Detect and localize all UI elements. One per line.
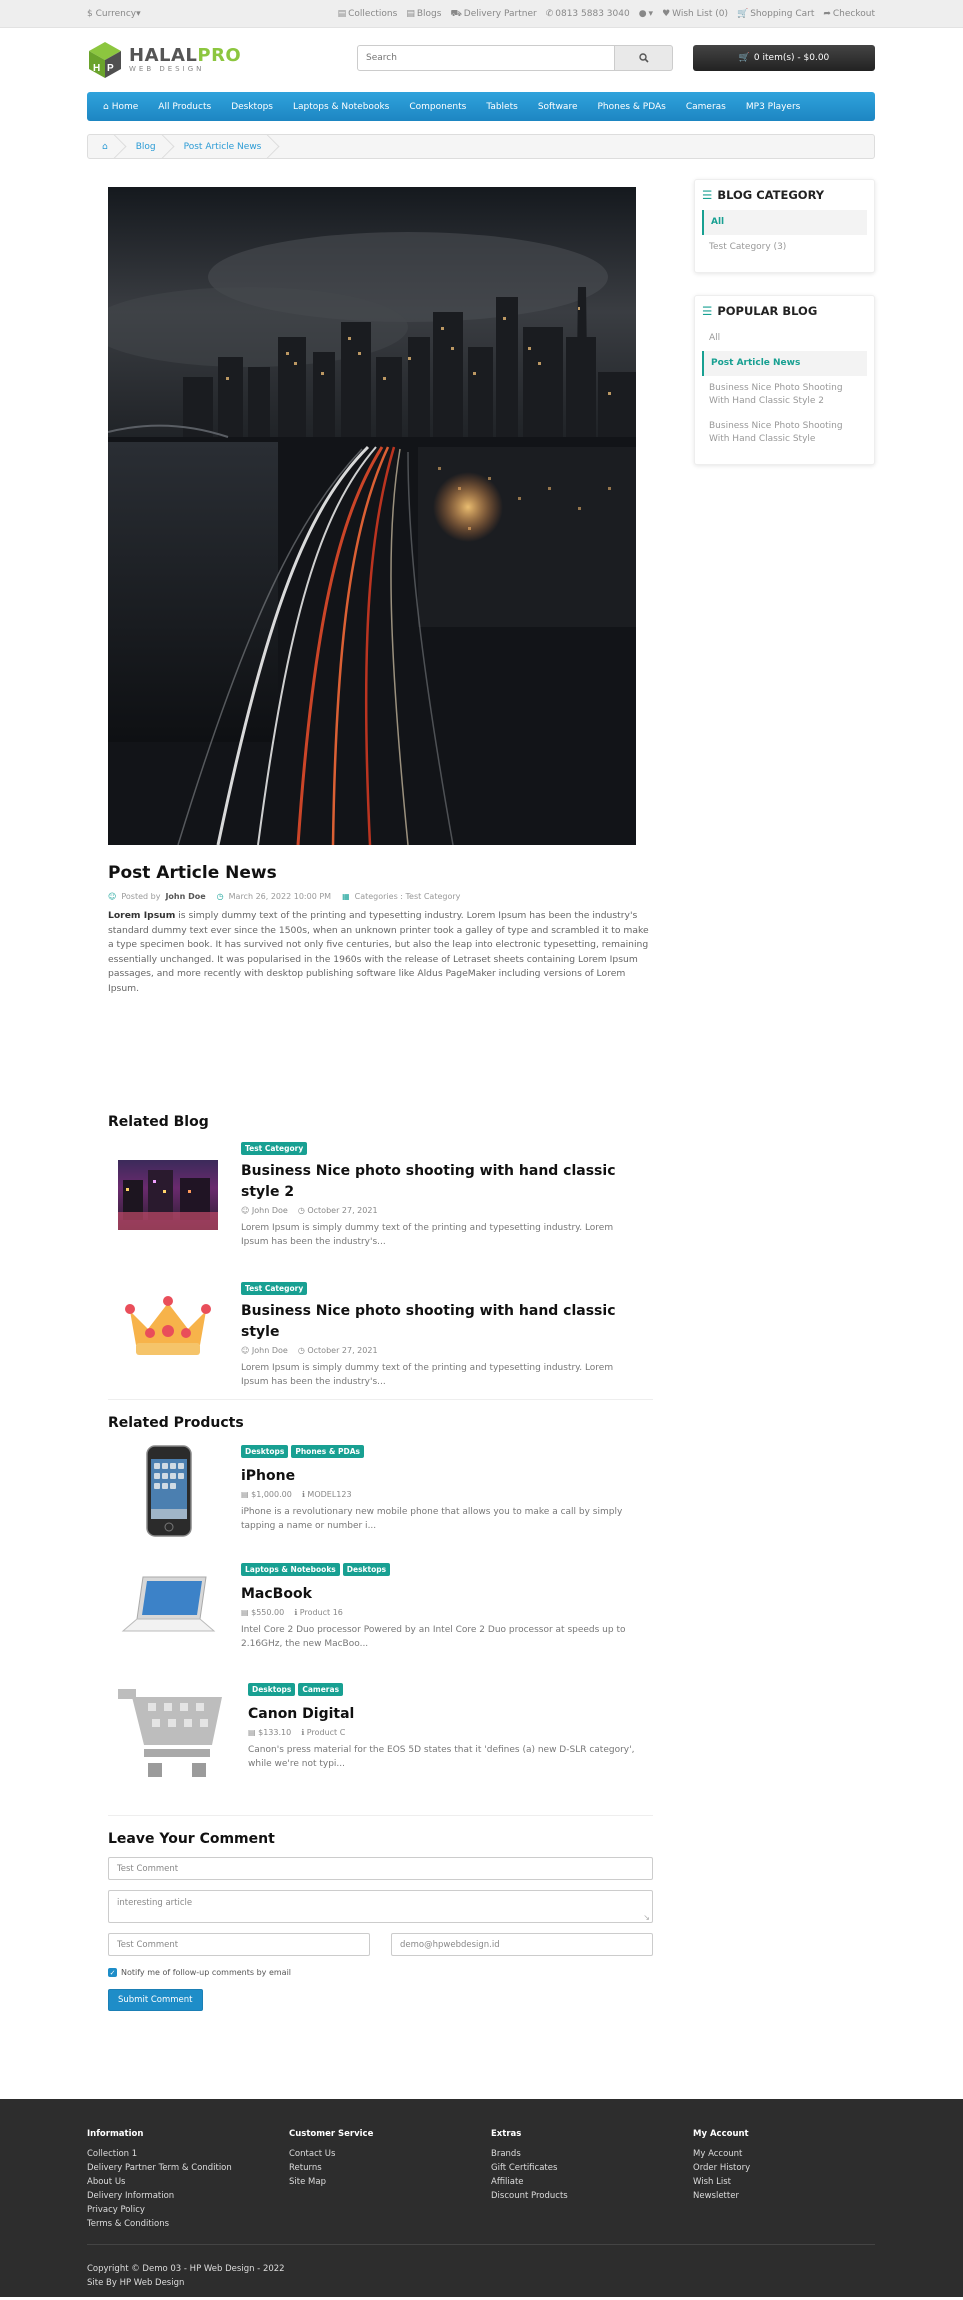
blog-category-label: BLOG CATEGORY (717, 188, 825, 202)
wishlist-label: Wish List (0) (672, 9, 728, 19)
related-blog-info (241, 1282, 641, 1389)
main-nav (87, 92, 875, 121)
divider (108, 1399, 653, 1400)
popular-blog-label: POPULAR BLOG (717, 304, 818, 318)
divider (108, 1815, 653, 1816)
nav-item-all-products[interactable] (148, 102, 221, 112)
logo[interactable] (87, 40, 357, 80)
search-button[interactable] (615, 45, 673, 71)
product-price: $133.10 (258, 1728, 292, 1737)
checkout-label: Checkout (832, 9, 875, 19)
post-meta (108, 892, 653, 901)
product-model: MODEL123 (307, 1490, 352, 1499)
footer-link[interactable]: Order History (693, 2163, 751, 2173)
product-price: $1,000.00 (251, 1490, 292, 1499)
product-model: Product 16 (299, 1608, 343, 1617)
comment-name-input[interactable] (108, 1857, 653, 1880)
share-icon: ➦ (823, 9, 831, 19)
comment-heading: Leave Your Comment (108, 1831, 275, 1847)
collections-label: Collections (348, 9, 398, 19)
cart-icon: 🛒 (736, 9, 749, 19)
cart-button[interactable] (693, 45, 875, 71)
svg-text:H: H (93, 63, 101, 74)
header (0, 28, 963, 92)
nav-label: Components (409, 101, 467, 112)
category-icon: ▦ (342, 892, 350, 901)
post-body-lead: Lorem Ipsum (108, 910, 176, 921)
clock-icon: ◷ (297, 1206, 308, 1215)
popular-item-all[interactable]: All (709, 333, 721, 343)
footer-column-title: My Account (693, 2129, 749, 2139)
nav-item-components[interactable] (399, 102, 476, 112)
delivery-partner-label: Delivery Partner (463, 9, 537, 19)
breadcrumb-home[interactable] (88, 134, 122, 159)
footer-link[interactable]: Affiliate (491, 2177, 524, 2187)
footer-link[interactable]: Newsletter (693, 2191, 739, 2201)
shopping-cart-link[interactable] (737, 9, 814, 19)
wishlist-link[interactable] (662, 9, 728, 19)
model-meta (294, 1608, 343, 1617)
nav-label: Laptops & Notebooks (293, 101, 390, 112)
popular-blog-box (694, 295, 875, 465)
category-tag[interactable]: Cameras (298, 1683, 343, 1696)
nav-label: Cameras (685, 101, 726, 112)
related-blog-thumbnail[interactable] (118, 1289, 218, 1359)
phone-icon: ✆ (545, 9, 554, 19)
related-product-item[interactable] (108, 1445, 653, 1563)
phone-link[interactable] (546, 9, 630, 19)
related-blog-item[interactable] (108, 1282, 653, 1399)
info-icon: ℹ (301, 1728, 307, 1737)
post-categories: Categories : Test Category (354, 892, 461, 901)
related-blog-info (241, 1142, 641, 1249)
resize-handle-icon[interactable]: ↘ (643, 1913, 650, 1922)
product-name[interactable]: Canon Digital (248, 1706, 355, 1722)
blog-category-box (694, 179, 875, 273)
related-product-item[interactable] (108, 1563, 653, 1683)
phone-label: 0813 5883 3040 (555, 9, 630, 19)
comment-email-value: demo@hpwebdesign.id (400, 1939, 500, 1950)
home-icon: ⌂ (103, 101, 109, 112)
nav-label: Home (111, 101, 139, 112)
product-desc: Intel Core 2 Duo processor Powered by an Intel Core 2 Duo processor at speeds up to 2.16GHz, the new MacBoo... (241, 1625, 626, 1649)
related-blog-meta (241, 1206, 641, 1215)
footer-link[interactable]: Delivery Partner Term & Condition (87, 2163, 232, 2173)
info-icon: ℹ (301, 1490, 308, 1499)
footer-link[interactable]: Brands (491, 2149, 521, 2159)
date-meta (298, 1206, 378, 1215)
product-name[interactable]: iPhone (241, 1468, 296, 1484)
breadcrumb (87, 134, 875, 159)
breadcrumb-blog[interactable] (122, 134, 170, 159)
category-item-all[interactable]: All (702, 210, 867, 235)
collections-link[interactable] (338, 9, 398, 19)
comment-text-value: interesting article (117, 1898, 193, 1908)
author-meta (241, 1346, 288, 1355)
cart-icon: 🛒 (738, 53, 750, 63)
popular-item-business[interactable]: Business Nice Photo Shooting With Hand Classic Style (709, 421, 843, 444)
product-desc: Canon's press material for the EOS 5D states that it 'defines (a) new D-SLR category', while we're not typi... (248, 1745, 635, 1769)
copyright-text: Copyright © Demo 03 - HP Web Design - 2022 (87, 2264, 285, 2274)
nav-label: All Products (158, 101, 212, 112)
footer-link[interactable]: Collection 1 (87, 2149, 138, 2159)
search-input[interactable] (357, 45, 615, 71)
nav-item-software[interactable] (528, 102, 588, 112)
notify-label: Notify me of follow-up comments by email (121, 1968, 292, 1977)
heart-icon: ♥ (662, 9, 671, 19)
money-icon: ▤ (241, 1608, 252, 1617)
checkout-link[interactable] (823, 9, 875, 19)
popular-blog-title (702, 304, 867, 318)
price-meta (241, 1490, 292, 1499)
breadcrumb-label: Blog (135, 141, 156, 152)
clock-icon: ◷ (216, 892, 224, 901)
breadcrumb-current[interactable] (170, 134, 276, 159)
category-item-test[interactable]: Test Category (3) (709, 242, 787, 252)
post-date: March 26, 2022 10:00 PM (228, 892, 332, 901)
footer-column-extras (491, 2129, 681, 2203)
model-meta (301, 1728, 345, 1737)
main-content (87, 159, 875, 2099)
footer-column-customer-service (289, 2129, 479, 2189)
blogs-label: Blogs (416, 9, 442, 19)
product-image-macbook[interactable] (118, 1575, 218, 1635)
related-blog-date: October 27, 2021 (307, 1206, 378, 1215)
footer-link[interactable]: Returns (289, 2163, 322, 2173)
related-blog-author: John Doe (251, 1346, 288, 1355)
product-meta (248, 1728, 648, 1737)
related-blog-meta (241, 1346, 641, 1355)
comment-textarea[interactable] (108, 1890, 653, 1923)
category-tag[interactable]: Phones & PDAs (291, 1445, 364, 1458)
category-tag[interactable]: Laptops & Notebooks (241, 1563, 340, 1576)
footer-column-my-account (693, 2129, 883, 2203)
product-meta (241, 1490, 641, 1499)
logo-cube-icon (87, 40, 123, 80)
popular-item-post[interactable]: Post Article News (702, 351, 867, 376)
copyright (87, 2262, 285, 2290)
nav-item-laptops[interactable] (283, 102, 399, 112)
posted-by-label: Posted by (121, 892, 161, 901)
user-icon: ● (638, 9, 647, 19)
delivery-partner-link[interactable] (450, 9, 536, 20)
top-links (329, 9, 875, 20)
truck-icon: ⛟ (450, 8, 462, 19)
related-blog-desc: Lorem Ipsum is simply dummy text of the printing and typesetting industry. Lorem Ipsum has been the industry's... (241, 1363, 614, 1387)
blog-category-title (702, 188, 867, 202)
related-blog-author: John Doe (251, 1206, 288, 1215)
nav-item-cameras[interactable] (676, 102, 736, 112)
product-model: Product C (306, 1728, 346, 1737)
related-blog-title[interactable]: Business Nice photo shooting with hand classic style (241, 1303, 616, 1340)
user-icon: ☺ (108, 892, 117, 901)
category-tag[interactable]: Desktops (343, 1563, 390, 1576)
category-tag[interactable]: Desktops (248, 1683, 295, 1696)
post-author: John Doe (165, 892, 206, 901)
article (108, 187, 653, 2011)
search-bar (357, 45, 673, 71)
product-name[interactable]: MacBook (241, 1586, 312, 1602)
nav-item-phones[interactable] (588, 102, 676, 112)
user-icon: ☺ (241, 1346, 252, 1355)
author-meta (241, 1206, 288, 1215)
menu-icon: ☰ (702, 304, 713, 318)
related-blog-heading: Related Blog (108, 1114, 209, 1130)
notify-checkbox[interactable]: ✓ (109, 1968, 116, 1977)
product-info (248, 1683, 648, 1771)
nav-label: Tablets (486, 101, 518, 112)
post-hero-image (108, 187, 636, 845)
related-blog-item[interactable] (108, 1142, 653, 1282)
footer-column-information (87, 2129, 277, 2231)
menu-icon: ☰ (702, 188, 713, 202)
product-desc: iPhone is a revolutionary new mobile phone that allows you to make a call by simply tapping a name or number i... (241, 1507, 623, 1531)
search-icon (639, 53, 649, 63)
related-blog-title[interactable]: Business Nice photo shooting with hand classic style 2 (241, 1163, 616, 1200)
nav-label: Software (537, 101, 578, 112)
related-products-heading: Related Products (108, 1415, 244, 1431)
logo-main: HALAL (129, 45, 198, 66)
footer-link[interactable]: Delivery Information (87, 2191, 175, 2201)
home-icon: ⌂ (102, 141, 108, 152)
caret-down-icon: ▾ (136, 9, 141, 19)
post-body-text: is simply dummy text of the printing and typesetting industry. Lorem Ipsum has been the industry's standard dummy text ever since the 1500s, when an unknown printer took a galley of type and scrambled it to make a type specimen book. It has survived not only five centuries, but also the leap into electronic typesetting, remaining essentially unchanged. It was popularised in the 1960s with the release of Letraset sheets containing Lorem Ipsum passages, and more recently with desktop publishing software like Aldus PageMaker including versions of Lorem Ipsum. (108, 910, 649, 994)
footer-link[interactable]: My Account (693, 2149, 743, 2159)
date-meta (298, 1346, 378, 1355)
info-icon: ℹ (294, 1608, 300, 1617)
nav-label: MP3 Players (745, 101, 801, 112)
model-meta (302, 1490, 352, 1499)
caret-down-icon: ▾ (648, 9, 654, 19)
footer-divider (87, 2244, 875, 2245)
footer-column-title: Extras (491, 2129, 522, 2139)
footer-link[interactable]: Contact Us (289, 2149, 336, 2159)
money-icon: ▤ (248, 1728, 259, 1737)
blogs-link[interactable] (406, 9, 441, 19)
clock-icon: ◷ (297, 1346, 308, 1355)
product-info (241, 1563, 641, 1651)
product-image-iphone[interactable] (146, 1445, 192, 1537)
product-price: $550.00 (251, 1608, 285, 1617)
category-tag[interactable]: Desktops (241, 1445, 288, 1458)
footer-link[interactable]: Wish List (693, 2177, 731, 2187)
collections-icon: ▤ (337, 9, 347, 19)
submit-comment-button[interactable]: Submit Comment (108, 1989, 203, 2011)
comment-name2-value: Test Comment (117, 1939, 179, 1950)
nav-item-mp3[interactable] (736, 102, 810, 112)
footer (0, 2099, 963, 2297)
related-blog-thumbnail[interactable] (118, 1160, 218, 1230)
product-image-canon[interactable] (118, 1683, 228, 1783)
related-blog-date: October 27, 2021 (307, 1346, 378, 1355)
product-info (241, 1445, 641, 1533)
shopping-cart-label: Shopping Cart (750, 9, 815, 19)
nav-item-desktops[interactable] (221, 102, 283, 112)
footer-link[interactable]: Discount Products (491, 2191, 568, 2201)
cart-label: 0 item(s) - $0.00 (753, 53, 830, 63)
crown-icon (118, 1289, 218, 1359)
sidebar (694, 179, 875, 487)
cart-placeholder-icon (118, 1683, 228, 1783)
currency-dropdown[interactable] (87, 9, 141, 19)
footer-link[interactable]: Gift Certificates (491, 2163, 558, 2173)
nav-label: Desktops (231, 101, 273, 112)
nav-item-home[interactable] (93, 102, 148, 112)
nav-item-tablets[interactable] (476, 102, 528, 112)
footer-column-title: Information (87, 2129, 144, 2139)
product-meta (241, 1608, 641, 1617)
price-meta (241, 1608, 284, 1617)
footer-link[interactable]: Privacy Policy (87, 2205, 145, 2215)
category-tag[interactable]: Test Category (241, 1142, 307, 1155)
comment-name2-input[interactable] (108, 1933, 370, 1956)
popular-item-business-2[interactable]: Business Nice Photo Shooting With Hand Classic Style 2 (709, 383, 843, 406)
logo-sub: WEB DESIGN (129, 65, 205, 73)
price-meta (248, 1728, 291, 1737)
svg-text:P: P (107, 63, 114, 74)
footer-link[interactable]: Terms & Conditions (87, 2219, 170, 2229)
user-icon: ☺ (241, 1206, 252, 1215)
currency-label: $ Currency (87, 9, 137, 19)
category-tag[interactable]: Test Category (241, 1282, 307, 1295)
footer-link[interactable]: About Us (87, 2177, 126, 2187)
breadcrumb-label: Post Article News (183, 141, 262, 152)
logo-accent: PRO (197, 45, 242, 66)
money-icon: ▤ (241, 1490, 252, 1499)
nav-label: Phones & PDAs (597, 101, 666, 112)
top-bar (0, 0, 963, 28)
footer-column-title: Customer Service (289, 2129, 374, 2139)
footer-link[interactable]: Site Map (289, 2177, 326, 2187)
post-title: Post Article News (108, 863, 277, 883)
account-dropdown[interactable] (639, 9, 653, 19)
notify-row (108, 1968, 653, 1977)
post-body (108, 909, 653, 996)
blog-icon: ▤ (406, 9, 415, 19)
comment-email-input[interactable] (391, 1933, 653, 1956)
site-by-link[interactable]: Site By HP Web Design (87, 2278, 185, 2288)
related-blog-desc: Lorem Ipsum is simply dummy text of the printing and typesetting industry. Lorem Ipsum has been the industry's... (241, 1223, 614, 1247)
comment-name-value: Test Comment (117, 1863, 179, 1874)
related-product-item[interactable] (108, 1683, 653, 1813)
